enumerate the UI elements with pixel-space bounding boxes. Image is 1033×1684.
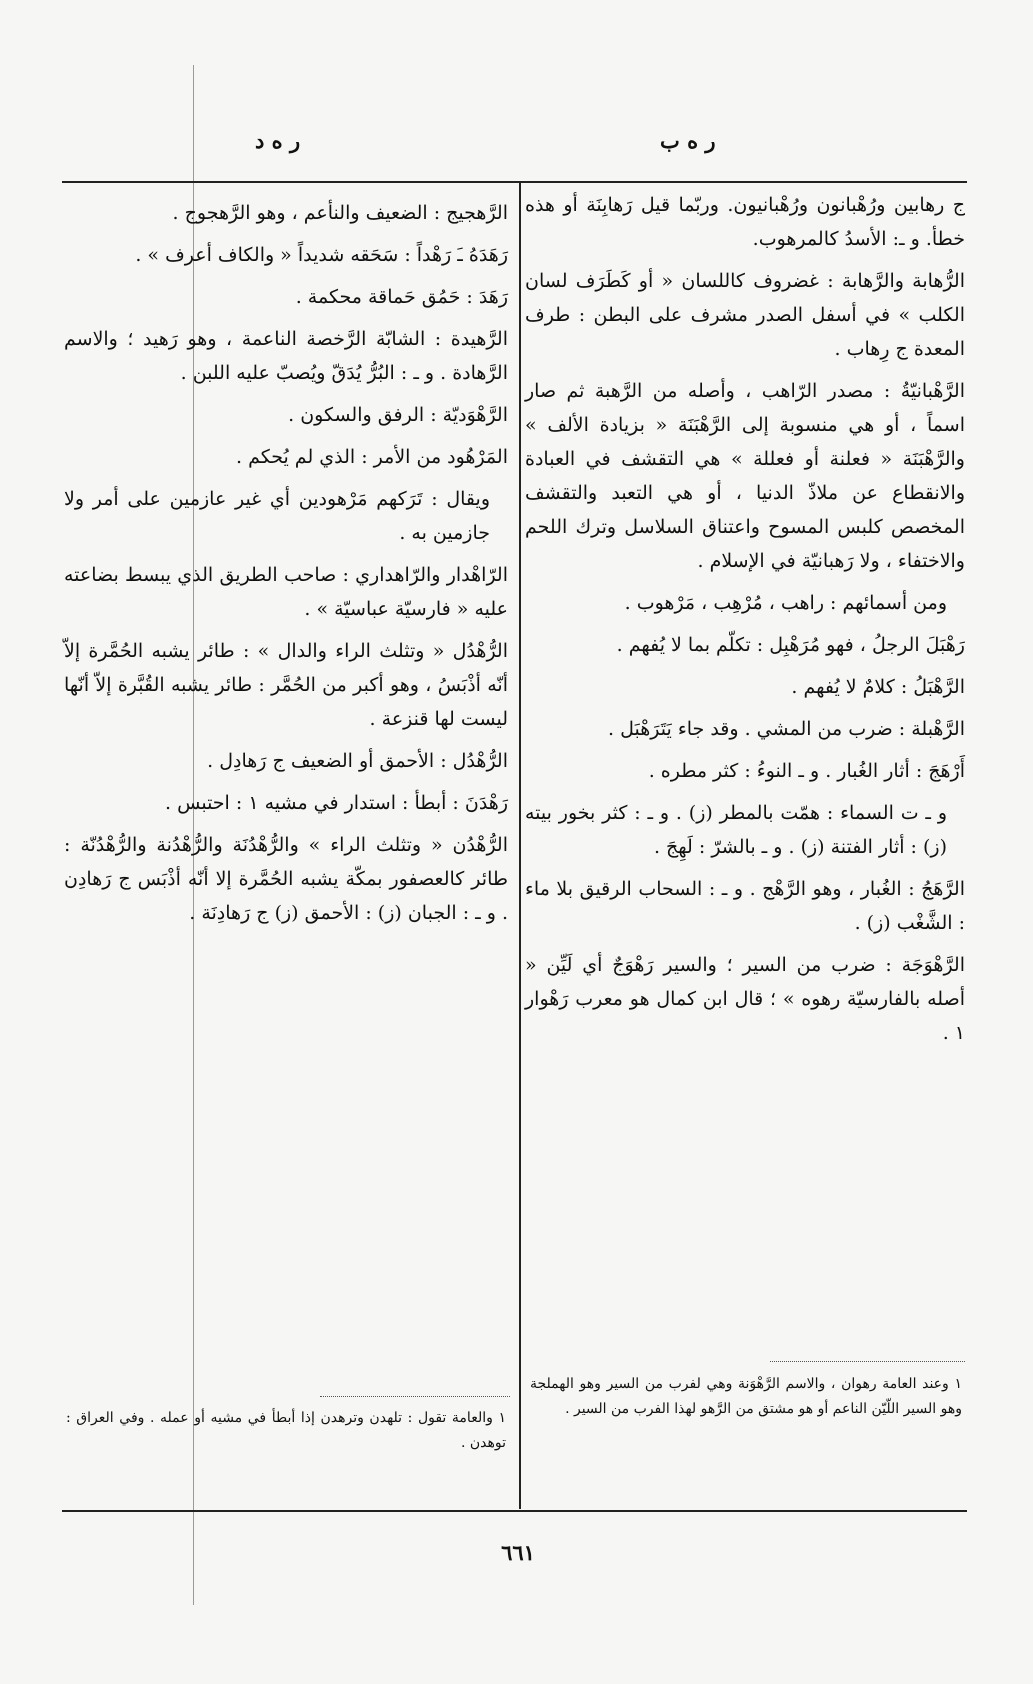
entry: ج رهابين ورُهْبانون ورُهْبانيون. وربّما قيل رَهابِنَة أو هذه خطأ. و ـ: الأسدُ كالمرهوب.	[525, 194, 965, 250]
entry: ومن أسمائهم : راهب ، مُرْهِب ، مَرْهوب .	[624, 592, 947, 614]
footnote-right: ١ وعند العامة رهوان ، والاسم الرَّهْوَنة وهي لفرب من السير وهو الهملجة وهو السير اللّيّن الناعم أو هو مشتق من الرَّهو لهذا الفرب من السير .	[530, 1376, 962, 1417]
entry: الرُّهْدُل « وتثلث الراء والدال » : طائر يشبه الحُمَّرة إلاّ أنّه أذْبَسُ ، وهو أكبر من الحُمَّر : طائر يشبه القُبَّرة إلاّ أنّها ليست لها قنزعة .	[64, 640, 508, 730]
entry: الرّاهْدار والرّاهداري : صاحب الطريق الذي يبسط بضاعته عليه « فارسيّة عباسيّة » .	[64, 564, 508, 620]
entry: الرَّهْبانيّةُ : مصدر الرّاهب ، وأصله من الرَّهبة ثم صار اسماً ، أو هي منسوبة إلى الرَّهْبَنَة « بزيادة الألف » والرَّهْبَنَة « فعلنة أو فعللة » هي التقشف في العبادة والانقطاع عن ملاذّ الدنيا ، أو هي التعبد والتقشف المخصص كلبس المسوح واعتناق السلاسل وترك اللحم والاختفاء ، ولا رَهبانيّة في الإسلام .	[525, 380, 965, 572]
entry: الرَّهْبَلُ : كلامٌ لا يُفهم .	[791, 676, 965, 698]
running-header-right: ر ه ب	[660, 128, 716, 153]
entry: الرَّهَجُ : الغُبار ، وهو الرَّهْج . و ـ : السحاب الرقيق بلا ماء : الشَّغْب (ز) .	[525, 878, 965, 934]
page-number: ٦٦١	[501, 1540, 535, 1565]
footnote-left: ١ والعامة تقول : تلهدن وترهدن إذا أبطأ في مشيه أو عمله . وفي العراق : توهدن .	[66, 1410, 506, 1451]
right-column	[525, 196, 965, 1058]
footnote-separator-left	[320, 1396, 510, 1397]
entry: الرَّهْوَجَة : ضرب من السير ؛ والسير رَهْوَجٌ أي لَيِّن « أصله بالفارسيّة رهوه » ؛ قال ابن كمال هو معرب رَهْوار ١ .	[525, 954, 965, 1044]
entry: الرَّهيدة : الشابّة الرَّخصة الناعمة ، وهو رَهيد ؛ والاسم الرَّهادة . و ـ : البُرُّ يُدَقّ ويُصبّ عليه اللبن .	[64, 328, 508, 384]
entry: الرُّهابة والرَّهابة : غضروف كاللسان « أو كَطَرَف لسان الكلب » في أسفل الصدر مشرف على البطن : طرف المعدة ج رِهاب .	[525, 270, 965, 360]
entry: رَهَدَهُ ـَ رَهْداً : سَحَقه شديداً « والكاف أعرف » .	[135, 244, 508, 266]
entry: رَهْدَنَ : أبطأ : استدار في مشيه ١ : احتبس .	[165, 792, 508, 814]
entry: الرَّهْبلة : ضرب من المشي . وقد جاء يَتَرَهْبَل .	[608, 718, 965, 740]
entry: ويقال : تَرَكهم مَرْهودين أي غير عازمين على أمر ولا جازمين به .	[64, 488, 490, 544]
entry: الرَّهْوَديّة : الرفق والسكون .	[288, 404, 508, 426]
column-divider	[519, 183, 521, 1509]
entry: رَهْبَلَ الرجلُ ، فهو مُرَهْبِل : تكلّم بما لا يُفهم .	[616, 634, 965, 656]
footnote-separator-right	[770, 1361, 965, 1362]
entry: المَرْهُود من الأمر : الذي لم يُحكم .	[235, 446, 508, 468]
entry: رَهَدَ : حَمُق حَماقة محكمة .	[295, 286, 508, 308]
entry: الرُّهْدُل : الأحمق أو الضعيف ج رَهادِل .	[207, 750, 508, 772]
entry: أَرْهَجَ : أثار الغُبار . و ـ النوءُ : كثر مطره .	[648, 760, 965, 782]
header-rule	[62, 181, 967, 183]
left-column	[64, 196, 508, 938]
entry: الرُّهْدُن « وتثلث الراء » والرُّهْدُنَة والرُّهْدُنة والرُّهْدُنّة : طائر كالعصفور بمكّة يشبه الحُمَّرة إلا أنّه أذْبَس ج رَهادِن . و ـ : الجبان (ز) : الأحمق (ز) ج رَهادِنَة .	[64, 834, 508, 924]
entry: الرَّهجيج : الضعيف والنأعم ، وهو الرَّهجوج .	[172, 202, 508, 224]
running-header-left: ر ه د	[255, 128, 301, 153]
entry: و ـ ت السماء : همّت بالمطر (ز) . و ـ : كثر بخور بيته (ز) : أثار الفتنة (ز) . و ـ بالشرّ : لَهِجَ .	[525, 802, 947, 858]
footer-rule	[62, 1510, 967, 1512]
